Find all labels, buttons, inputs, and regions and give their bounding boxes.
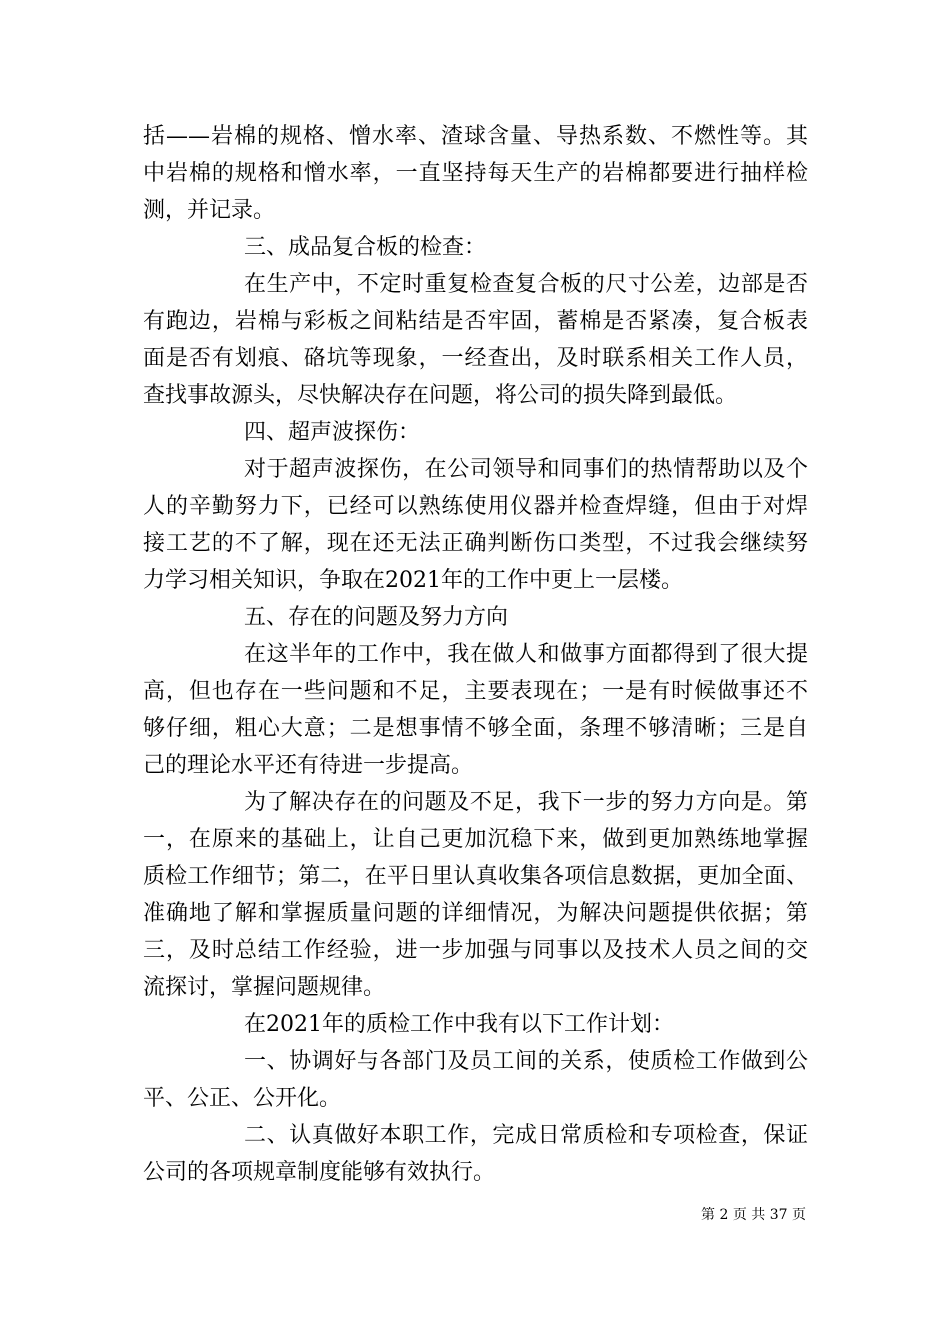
text-line: 己的理论水平还有待进一步提高。 xyxy=(143,753,474,778)
text-line: 力学习相关知识，争取在2021年的工作中更上一层楼。 xyxy=(143,568,683,593)
text-line: 对于超声波探伤，在公司领导和同事们的热情帮助以及个 xyxy=(244,457,808,482)
section-heading: 五、存在的问题及努力方向 xyxy=(244,605,509,630)
text-line: 够仔细，粗心大意；二是想事情不够全面，条理不够清晰；三是自 xyxy=(143,716,808,741)
section-heading: 三、成品复合板的检查： xyxy=(244,235,487,260)
text-line: 接工艺的不了解，现在还无法正确判断伤口类型，不过我会继续努 xyxy=(143,531,808,556)
text-line: 高，但也存在一些问题和不足，主要表现在；一是有时候做事还不 xyxy=(143,679,808,704)
text-line: 平、公正、公开化。 xyxy=(143,1086,342,1111)
page-number-footer: 第 2 页 共 37 页 xyxy=(701,1207,806,1223)
text-line: 人的辛勤努力下，已经可以熟练使用仪器并检查焊缝，但由于对焊 xyxy=(143,494,808,519)
text-line: 在这半年的工作中，我在做人和做事方面都得到了很大提 xyxy=(244,642,808,667)
document-body xyxy=(143,118,808,1191)
text-line: 质检工作细节；第二，在平日里认真收集各项信息数据，更加全面、 xyxy=(143,864,808,889)
text-line: 在2021年的质检工作中我有以下工作计划： xyxy=(244,1012,674,1037)
text-line: 括——岩棉的规格、憎水率、渣球含量、导热系数、不燃性等。其 xyxy=(143,124,808,149)
text-line: 中岩棉的规格和憎水率，一直坚持每天生产的岩棉都要进行抽样检 xyxy=(143,161,808,186)
section-heading: 四、超声波探伤： xyxy=(244,420,421,445)
text-line: 三，及时总结工作经验，进一步加强与同事以及技术人员之间的交 xyxy=(143,938,808,963)
text-line: 二、认真做好本职工作，完成日常质检和专项检查，保证 xyxy=(244,1123,808,1148)
text-line: 准确地了解和掌握质量问题的详细情况，为解决问题提供依据；第 xyxy=(143,901,808,926)
text-line: 公司的各项规章制度能够有效执行。 xyxy=(143,1160,496,1185)
text-line: 面是否有划痕、硌坑等现象，一经查出，及时联系相关工作人员， xyxy=(143,346,808,371)
text-line: 一、协调好与各部门及员工间的关系，使质检工作做到公 xyxy=(244,1049,808,1074)
text-line: 在生产中，不定时重复检查复合板的尺寸公差，边部是否 xyxy=(244,272,808,297)
text-line: 有跑边，岩棉与彩板之间粘结是否牢固，蓄棉是否紧凑，复合板表 xyxy=(143,309,808,334)
text-line: 一，在原来的基础上，让自己更加沉稳下来，做到更加熟练地掌握 xyxy=(143,827,808,852)
text-line: 为了解决存在的问题及不足，我下一步的努力方向是。第 xyxy=(244,790,808,815)
text-line: 查找事故源头，尽快解决存在问题，将公司的损失降到最低。 xyxy=(143,383,738,408)
text-line: 流探讨，掌握问题规律。 xyxy=(143,975,386,1000)
text-line: 测，并记录。 xyxy=(143,198,276,223)
